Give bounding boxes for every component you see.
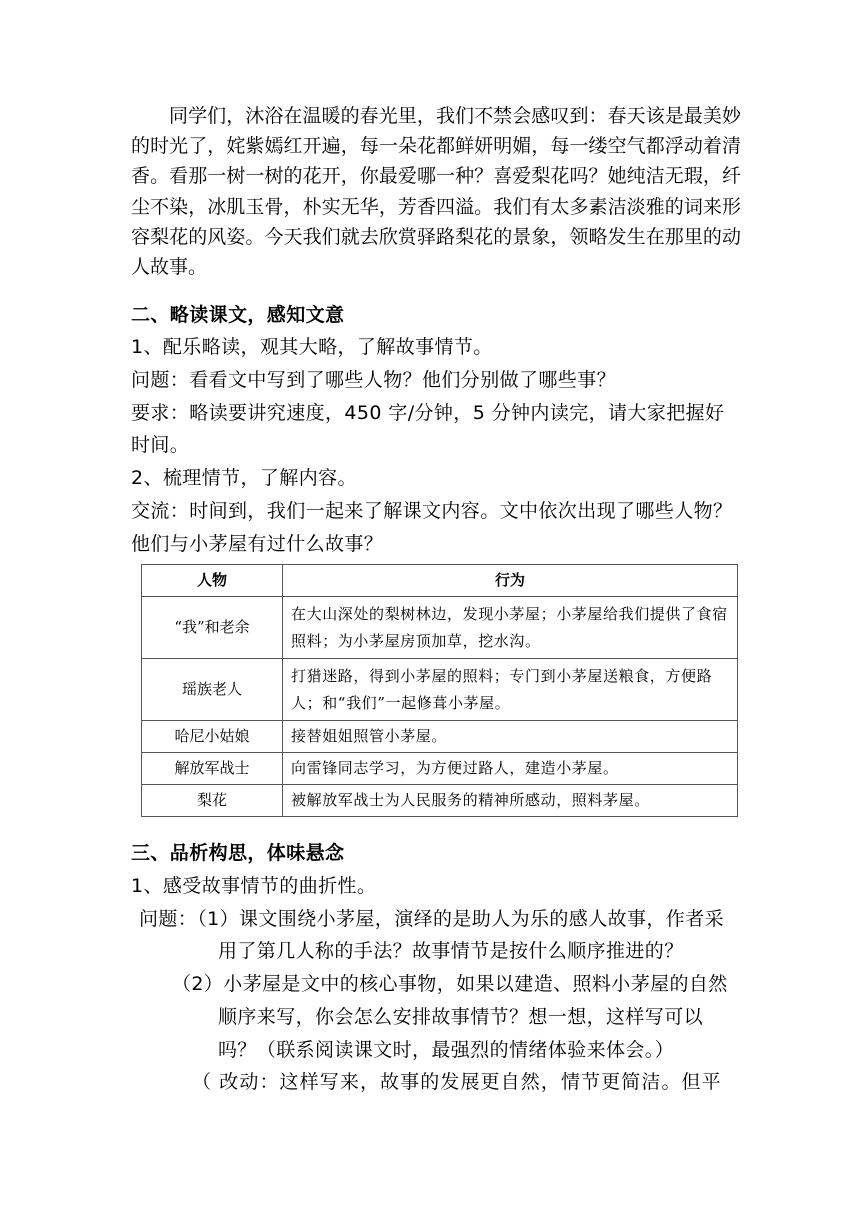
- answer-line-1: （ 改动：这样写来，故事的发展更自然，情节更简洁。但平: [192, 1071, 722, 1093]
- action-cell: 接替姐姐照管小茅屋。: [283, 721, 738, 753]
- exchange-text-line-1: 交流：时间到，我们一起来了解课文内容。文中依次出现了哪些人物？: [131, 500, 733, 522]
- question-2-line-3: 吗？（联系阅读课文时，最强烈的情绪体验来体会。）: [218, 1039, 675, 1061]
- action-cell: 在大山深处的梨树林边，发现小茅屋；小茅屋给我们提供了食宿照料；为小茅屋房顶加草，挖水沟。: [283, 597, 738, 659]
- table-row: [142, 785, 738, 817]
- person-cell: “我”和老余: [142, 597, 283, 659]
- table-header-row: [142, 565, 738, 597]
- section-heading-3: 三、品析构思，体味悬念: [131, 842, 345, 864]
- question-text: 问题：看看文中写到了哪些人物？他们分别做了哪些事？: [131, 369, 617, 391]
- question-1-line-2: 用了第几人称的手法？故事情节是按什么顺序推进的？: [218, 940, 684, 962]
- header-person: 人物: [142, 565, 283, 597]
- step-1-text: 1、感受故事情节的曲折性。: [131, 875, 377, 897]
- question-2-line-1: （2）小茅屋是文中的核心事物，如果以建造、照料小茅屋的自然: [172, 973, 728, 995]
- action-cell: 向雷锋同志学习，为方便过路人，建造小茅屋。: [283, 753, 738, 785]
- table-row: [142, 597, 738, 659]
- table-row: [142, 721, 738, 753]
- person-cell: 哈尼小姑娘: [142, 721, 283, 753]
- person-cell: 梨花: [142, 785, 283, 817]
- requirement-text-line-1: 要求：略读要讲究速度，450 字/分钟，5 分钟内读完，请大家把握好: [131, 402, 725, 424]
- question-2-line-2: 顺序来写，你会怎么安排故事情节？想一想，这样写可以: [218, 1006, 704, 1028]
- header-action: 行为: [283, 565, 738, 597]
- section-heading-2: 二、略读课文，感知文意: [131, 304, 345, 326]
- action-cell: 被解放军战士为人民服务的精神所感动，照料茅屋。: [283, 785, 738, 817]
- action-cell: 打猎迷路，得到小茅屋的照料；专门到小茅屋送粮食，方便路人；和“我们”一起修葺小茅屋。: [283, 659, 738, 721]
- table-row: [142, 753, 738, 785]
- character-table: [141, 564, 738, 817]
- intro-paragraph: 同学们，沐浴在温暖的春光里，我们不禁会感叹到：春天该是最美妙的时光了，姹紫嫣红开遍，每一朵花都鲜妍明媚，每一缕空气都浮动着清香。看那一树一树的花开，你最爱哪一种？喜爱梨花吗？她纯洁无瑕，纤尘不染，冰肌玉骨，朴实无华，芳香四溢。我们有太多素洁淡雅的词来形容梨花的风姿。今天我们就去欣赏驿路梨花的景象，领略发生在那里的动人故事。: [131, 105, 741, 279]
- step-2-text: 2、梳理情节，了解内容。: [131, 467, 357, 489]
- exchange-text-line-2: 他们与小茅屋有过什么故事？: [131, 533, 384, 555]
- person-cell: 瑶族老人: [142, 659, 283, 721]
- table-row: [142, 659, 738, 721]
- question-1-line-1: 问题：（1）课文围绕小茅屋，演绎的是助人为乐的感人故事，作者采: [139, 908, 724, 930]
- requirement-text-line-2: 时间。: [131, 434, 190, 456]
- person-cell: 解放军战士: [142, 753, 283, 785]
- step-1-text: 1、配乐略读，观其大略，了解故事情节。: [131, 336, 493, 358]
